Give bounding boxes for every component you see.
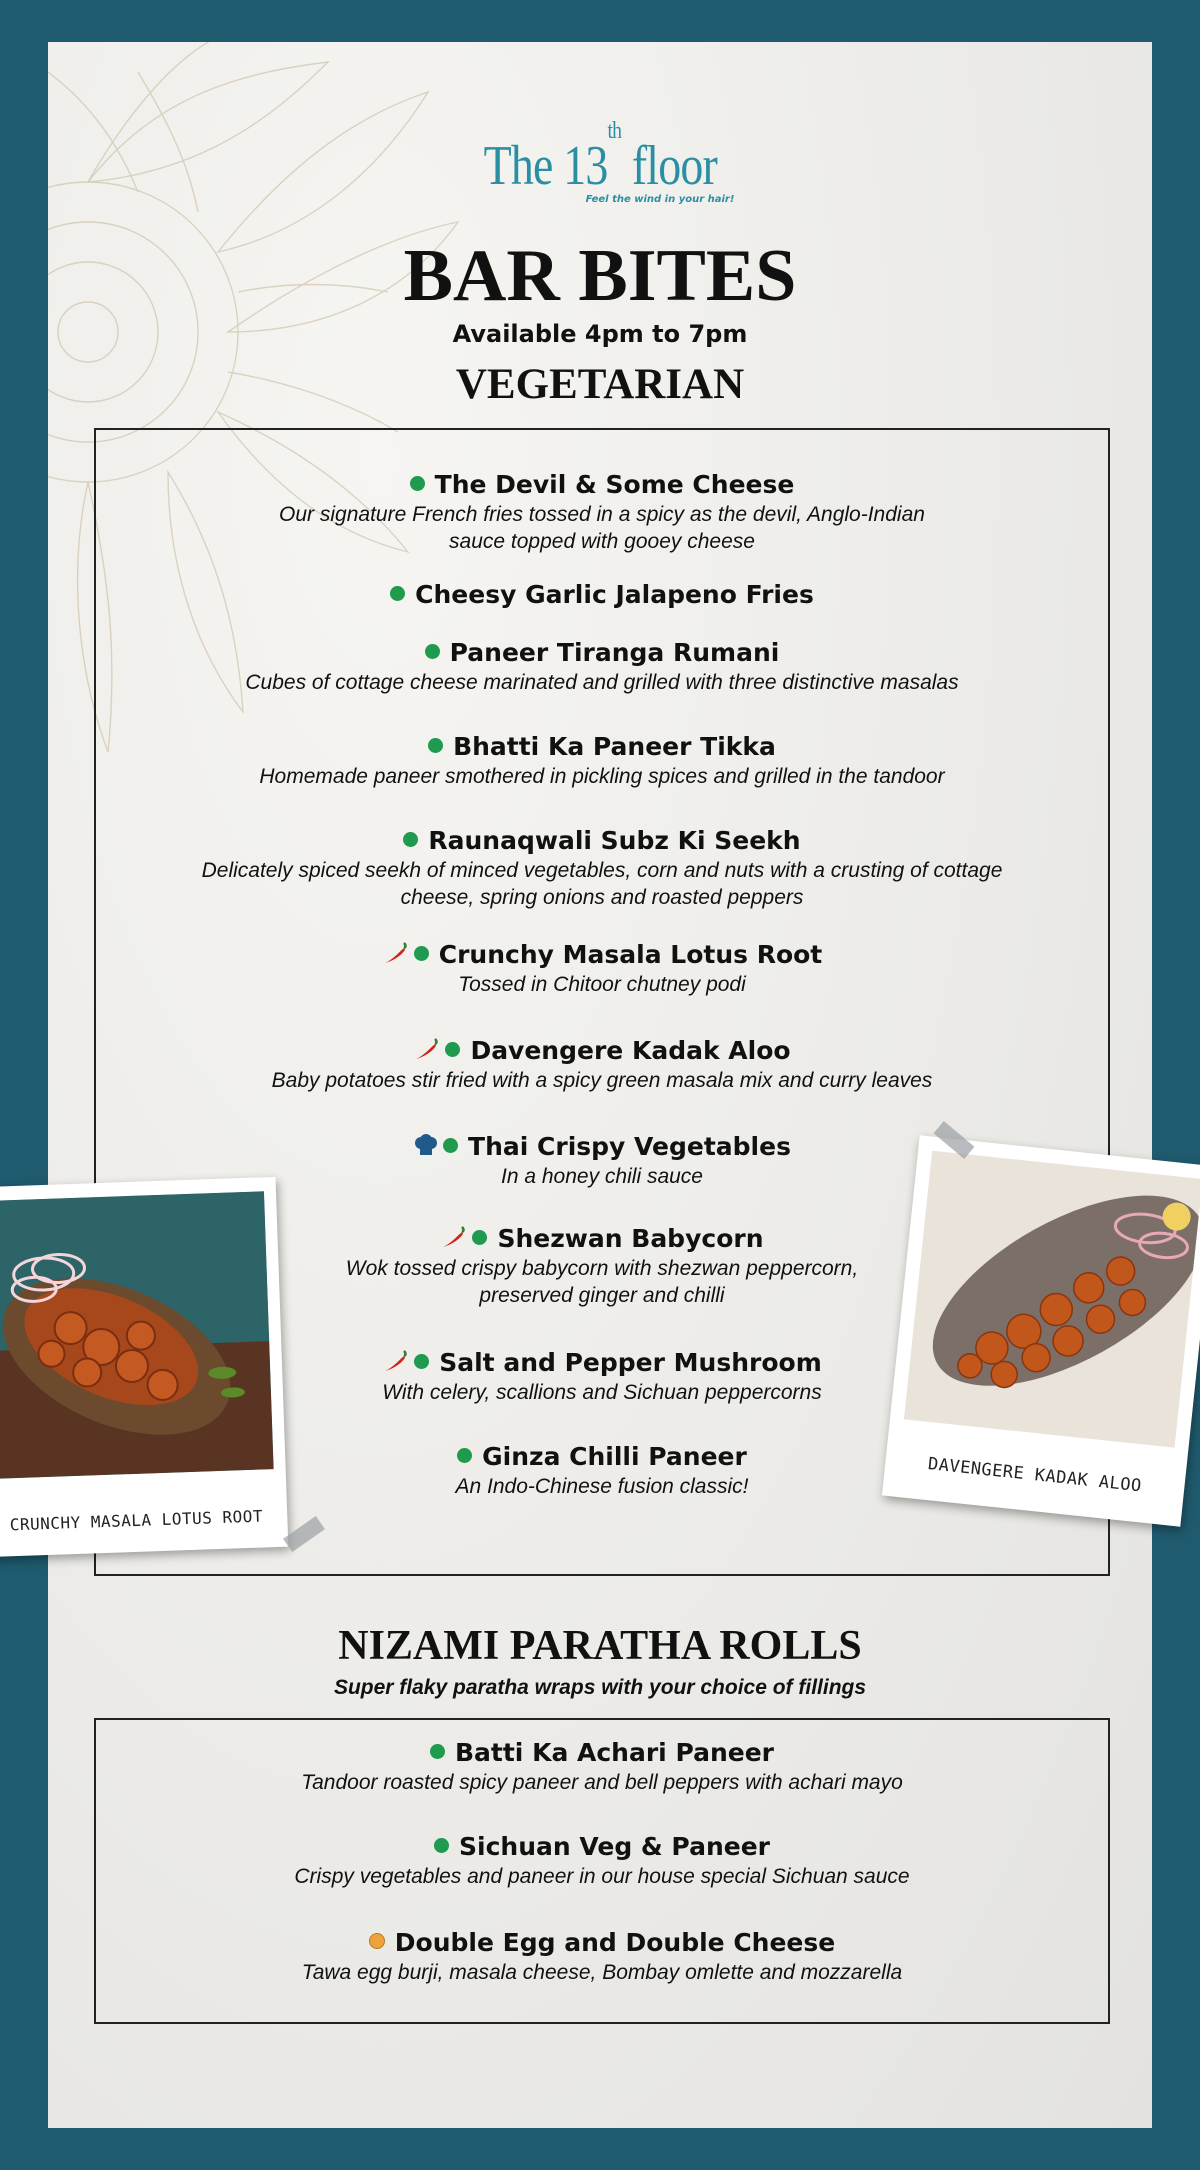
brand-tagline: Feel the wind in your hair! bbox=[585, 194, 735, 205]
menu-item-title-row bbox=[96, 732, 1108, 761]
chef-hat-icon bbox=[413, 1134, 439, 1158]
veg-indicator-icon bbox=[430, 1744, 445, 1759]
menu-item-title-row bbox=[96, 580, 1108, 609]
menu-item-title-row bbox=[96, 1928, 1108, 1957]
kadak-aloo-photo bbox=[904, 1151, 1200, 1448]
chili-icon bbox=[382, 941, 410, 965]
description-line: Crispy vegetables and paneer in our house special Sichuan sauce bbox=[294, 1865, 910, 1888]
menu-item bbox=[96, 470, 1108, 556]
menu-item-name: Double Egg and Double Cheese bbox=[394, 1928, 836, 1957]
menu-item-name: Shezwan Babycorn bbox=[497, 1224, 764, 1253]
menu-item-description bbox=[96, 858, 1108, 912]
kadak-aloo-caption: DAVENGERE KADAK ALOO bbox=[927, 1454, 1143, 1497]
description-line: Wok tossed crispy babycorn with shezwan peppercorn, bbox=[345, 1257, 859, 1280]
menu-paper bbox=[48, 42, 1152, 2128]
brand-logo bbox=[48, 118, 1152, 205]
availability-text: Available 4pm to 7pm bbox=[452, 320, 748, 348]
description-line: Tawa egg burji, masala cheese, Bombay omlette and mozzarella bbox=[301, 1961, 903, 1984]
veg-indicator-icon bbox=[443, 1138, 458, 1153]
menu-item-title-row bbox=[96, 1832, 1108, 1861]
egg-indicator-icon bbox=[369, 1933, 385, 1949]
description-line: Baby potatoes stir fried with a spicy green masala mix and curry leaves bbox=[271, 1069, 933, 1092]
description-line: cheese, spring onions and roasted peppers bbox=[400, 885, 804, 909]
description-line: Our signature French fries tossed in a spicy as the devil, Anglo-Indian bbox=[279, 503, 925, 526]
menu-item-title-row bbox=[96, 638, 1108, 667]
menu-item-name: Paneer Tiranga Rumani bbox=[449, 638, 780, 667]
description-line: sauce topped with gooey cheese bbox=[449, 529, 755, 553]
veg-indicator-icon bbox=[428, 738, 443, 753]
menu-item-title-row bbox=[96, 940, 1108, 969]
paratha-rolls-heading: NIZAMI PARATHA ROLLS bbox=[338, 1623, 862, 1669]
menu-item-description bbox=[96, 1068, 1108, 1095]
page-title: BAR BITES bbox=[403, 235, 797, 317]
veg-indicator-icon bbox=[445, 1042, 460, 1057]
veg-indicator-icon bbox=[414, 946, 429, 961]
veg-indicator-icon bbox=[410, 476, 425, 491]
menu-item-name: Thai Crispy Vegetables bbox=[468, 1132, 791, 1161]
chili-icon bbox=[440, 1225, 468, 1249]
description-line: In a honey chili sauce bbox=[501, 1165, 703, 1188]
description-line: Homemade paneer smothered in pickling spices and grilled in the tandoor bbox=[259, 765, 945, 788]
chili-icon bbox=[413, 1037, 441, 1061]
menu-item-title-row bbox=[96, 826, 1108, 855]
menu-item bbox=[96, 940, 1108, 999]
photo-card-lotus-root bbox=[0, 1177, 288, 1557]
description-line: Tandoor roasted spicy paneer and bell peppers with achari mayo bbox=[301, 1771, 903, 1794]
description-line: preserved ginger and chilli bbox=[479, 1283, 725, 1307]
menu-item-title-row bbox=[96, 470, 1108, 499]
menu-item bbox=[96, 580, 1108, 609]
veg-indicator-icon bbox=[390, 586, 405, 601]
menu-item-description bbox=[96, 1864, 1108, 1891]
veg-indicator-icon bbox=[425, 644, 440, 659]
menu-item bbox=[96, 1928, 1108, 1987]
menu-item-title-row bbox=[96, 1036, 1108, 1065]
menu-item-name: Sichuan Veg & Paneer bbox=[459, 1832, 770, 1861]
description-line: With celery, scallions and Sichuan peppercorns bbox=[382, 1381, 822, 1404]
paratha-rolls-subtitle: Super flaky paratha wraps with your choice of fillings bbox=[333, 1676, 867, 1699]
lotus-root-photo bbox=[0, 1191, 274, 1479]
menu-item-name: Raunaqwali Subz Ki Seekh bbox=[428, 826, 801, 855]
description-line: Tossed in Chitoor chutney podi bbox=[458, 973, 746, 996]
menu-item-name: Salt and Pepper Mushroom bbox=[439, 1348, 822, 1377]
veg-indicator-icon bbox=[414, 1354, 429, 1369]
menu-item-name: Cheesy Garlic Jalapeno Fries bbox=[415, 580, 814, 609]
menu-item-name: Davengere Kadak Aloo bbox=[470, 1036, 791, 1065]
veg-indicator-icon bbox=[457, 1448, 472, 1463]
menu-item-name: Ginza Chilli Paneer bbox=[482, 1442, 747, 1471]
chili-icon bbox=[382, 1349, 410, 1373]
description-line: An Indo-Chinese fusion classic! bbox=[455, 1475, 749, 1498]
menu-item bbox=[96, 1036, 1108, 1095]
menu-item-description bbox=[96, 502, 1108, 556]
menu-item bbox=[96, 1738, 1108, 1797]
menu-item bbox=[96, 638, 1108, 697]
description-line: Delicately spiced seekh of minced vegetables, corn and nuts with a crusting of cottage bbox=[201, 859, 1003, 882]
menu-item-name: Batti Ka Achari Paneer bbox=[454, 1738, 775, 1767]
lotus-root-caption: CRUNCHY MASALA LOTUS ROOT bbox=[9, 1506, 264, 1535]
menu-item bbox=[96, 826, 1108, 912]
menu-item bbox=[96, 732, 1108, 791]
menu-item-name: Crunchy Masala Lotus Root bbox=[438, 940, 823, 969]
veg-indicator-icon bbox=[472, 1230, 487, 1245]
description-line: Cubes of cottage cheese marinated and grilled with three distinctive masalas bbox=[245, 671, 959, 694]
menu-item-name: Bhatti Ka Paneer Tikka bbox=[453, 732, 776, 761]
photo-card-kadak-aloo bbox=[882, 1135, 1200, 1526]
menu-item-description bbox=[96, 670, 1108, 697]
menu-item-description bbox=[96, 1770, 1108, 1797]
brand-name: The 13th floor bbox=[483, 118, 717, 197]
menu-item bbox=[96, 1832, 1108, 1891]
menu-item-name: The Devil & Some Cheese bbox=[434, 470, 795, 499]
menu-item-description bbox=[96, 972, 1108, 999]
paratha-rolls-menu-box bbox=[94, 1718, 1110, 2024]
veg-indicator-icon bbox=[434, 1838, 449, 1853]
menu-item-title-row bbox=[96, 1738, 1108, 1767]
menu-item-description bbox=[96, 764, 1108, 791]
menu-item-description bbox=[96, 1960, 1108, 1987]
veg-indicator-icon bbox=[403, 832, 418, 847]
vegetarian-heading: VEGETARIAN bbox=[455, 361, 745, 408]
